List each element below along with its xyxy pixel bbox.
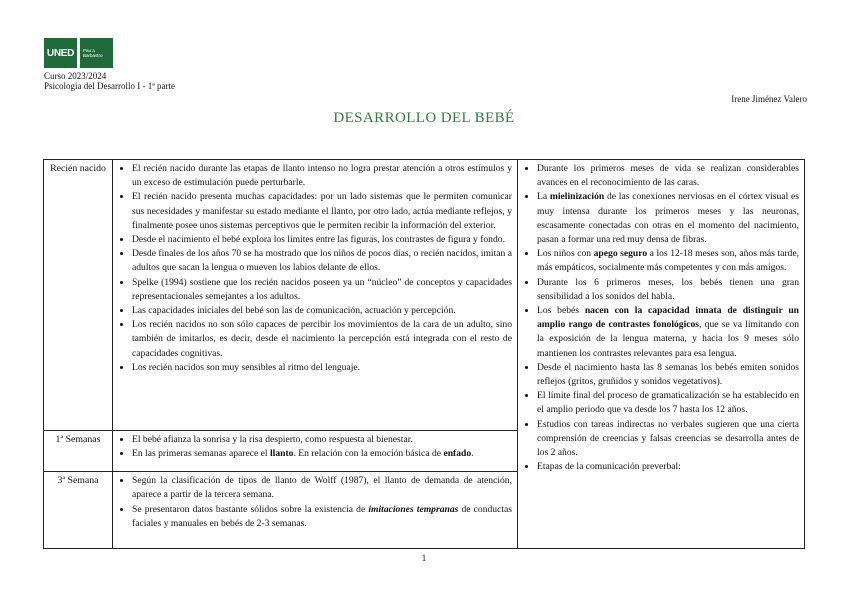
bullet-item: • Estudios con tareas indirectas no verbales sugieren que una cierta comprensión de creencias y falsas creencias se desarrolla antes de los 2 años. [537,418,799,461]
bullet-item: • El recién nacido presenta muchas capacidades: por un lado sistemas que le permiten comunicar sus necesidades y manifestar su estado mediante el llanto, por otro lado, actúa mediante reflejos, y finalmente posee unos sistemas perceptivos que le permiten recibir la información del exterior. [132,190,512,233]
bullet-list [523,162,799,474]
bullet-list [118,433,512,461]
bullet-item: • Los recién nacidos no son sólo capaces de percibir los movimientos de la cara de un adulto, sino también de imitarlos, es decir, desde el nacimiento la percepción está integrada con el resto de capacidades cognitivas. [132,318,512,361]
bullet-item: • Spelke (1994) sostiene que los recién nacidos poseen ya un “núcleo” de conceptos y capacidades representacionales semejantes a los adultos. [132,276,512,304]
bullet-item: • Durante los 6 primeros meses, los bebés tienen una gran sensibilidad a los sonidos del habla. [537,276,799,304]
bullet-item: • Los recién nacidos son muy sensibles al ritmo del lenguaje. [132,361,512,375]
course-label: Curso 2023/2024 [44,71,107,81]
center-logo: Pau a Barbastro [80,38,113,68]
bullet-item: • En las primeras semanas aparece el llanto. En relación con la emoción básica de enfado. [132,447,512,461]
development-table [43,159,805,549]
row-content [113,430,518,471]
logo [44,38,113,68]
bullet-item: • Desde el nacimiento el bebé explora los límites entre las figuras, los contrastes de figura y fondo. [132,233,512,247]
bullet-item: • Las capacidades iniciales del bebé son las de comunicación, actuación y percepción. [132,304,512,318]
row-label: 3ª Semana [44,472,113,549]
author-name: Irene Jiménez Valero [731,94,807,104]
bullet-item: • Los niños con apego seguro a los 12-18 meses son, años más tarde, más empáticos, socialmente más competentes y con más amigos. [537,247,799,275]
page-number: 1 [421,553,427,563]
row-content [113,472,518,549]
page-title: DESARROLLO DEL BEBÉ [333,110,515,126]
bullet-item: • La mielinización de las conexiones nerviosas en el córtex visual es muy intensa durante los primeros meses y las neuronas, escasamente conectadas con otras en el momento del nacimiento, pasan a formar una red muy densa de fibras. [537,190,799,247]
bullet-item: • El bebé afianza la sonrisa y la risa despierto, como respuesta al bienestar. [132,433,512,447]
bullet-item: • Los bebés nacen con la capacidad innata de distinguir un amplio rango de contrastes fonológicos, que se va limitando con la exposición de la lengua materna, y hacia los 9 meses sólo mantienen los contrastes relevantes para esa lengua. [537,304,799,361]
bullet-item: • Según la clasificación de tipos de llanto de Wolff (1987), el llanto de demanda de atención, aparece a partir de la tercera semana. [132,474,512,502]
row-label: Recién nacido [44,160,113,431]
bullet-item: • El recién nacido durante las etapas de llanto intenso no logra prestar atención a otros estímulos y un exceso de estimulación puede perturbarle. [132,162,512,190]
bullet-list [118,162,512,375]
subject-label: Psicología del Desarrollo I - 1ª parte [44,81,175,91]
row-label: 1ª Semanas [44,430,113,471]
uned-logo: UNED [44,38,77,68]
table-row [44,160,805,431]
bullet-item: • El límite final del proceso de gramaticalización se ha establecido en el amplio periodo que va desde los 7 hasta los 12 años. [537,389,799,417]
bullet-list [118,474,512,531]
row-content [113,160,518,431]
right-column-content [518,160,805,549]
bullet-item: • Etapas de la comunicación preverbal: [537,460,799,474]
bullet-item: • Desde finales de los años 70 se ha mostrado que los niños de pocos días, o recién nacidos, imitan a adultos que sacan la lengua o mueven los labios delante de ellos. [132,247,512,275]
bullet-item: • Se presentaron datos bastante sólidos sobre la existencia de imitaciones tempranas de conductas faciales y manuales en bebés de 2-3 semanas. [132,503,512,531]
bullet-item: • Desde el nacimiento hasta las 8 semanas los bebés emiten sonidos reflejos (gritos, gruñidos y sonidos vegetativos). [537,361,799,389]
bullet-item: • Durante los primeros meses de vida se realizan considerables avances en el reconocimiento de las caras. [537,162,799,190]
document-header [44,71,175,91]
